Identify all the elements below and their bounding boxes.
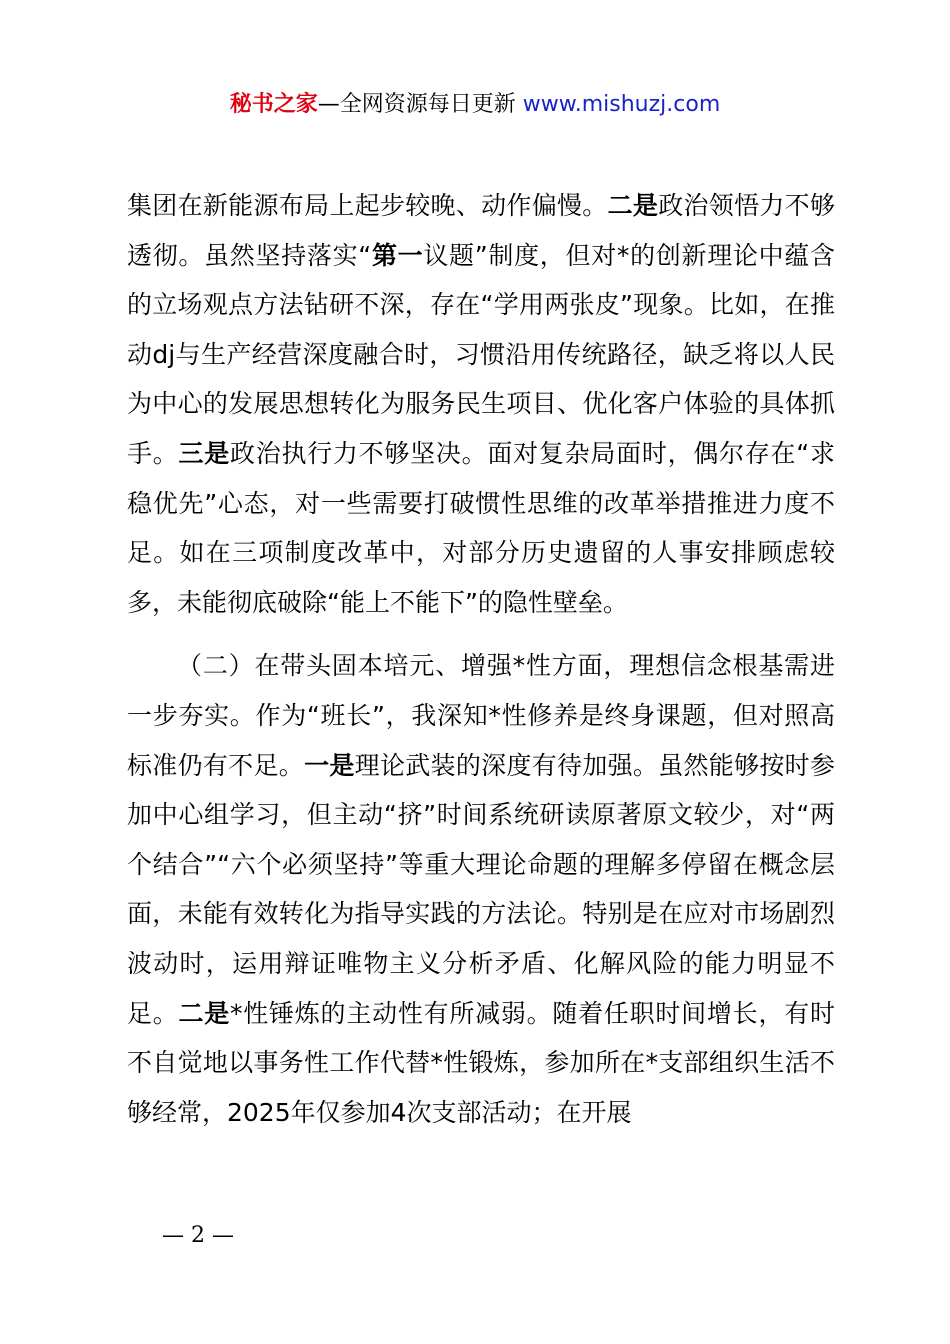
page-header (0, 88, 950, 122)
header-brand: 秘书之家 (229, 92, 318, 117)
text-span: （二）在带头固本培元、增强*性方面，理想信念根基需进一步夯实。作为“班长”，我深知*性修养是终身课题，但对照高标准仍有不足。 (127, 651, 835, 780)
bold-marker: 二是 (178, 998, 231, 1028)
text-span: 政治领悟力不够透彻。虽然坚持落实“ (127, 191, 835, 270)
text-span: 集团在新能源布局上起步较晚、动作偏慢。 (127, 191, 608, 220)
bold-marker: 二是 (607, 191, 659, 220)
bold-marker: 一是 (304, 750, 355, 780)
text-span: 议题”制度，但对*的创新理论中蕴含的立场观点方法钻研不深，存在“学用两张皮”现象。比如，在推动dj与生产经营深度融合时，习惯沿用传统路径，缺乏将以人民为中心的发展思想转化为服务民生项目、优化客户体验的具体抓手。 (127, 240, 835, 468)
bold-marker: 三是 (178, 438, 230, 468)
text-span: 理论武装的深度有待加强。虽然能够按时参加中心组学习，但主动“挤”时间系统研读原著原文较少，对“两个结合”“六个必须坚持”等重大理论命题的理解多停留在概念层面，未能有效转化为指导实践的方法论。特别是在应对市场剧烈波动时，运用辩证唯物主义分析矛盾、化解风险的能力明显不足。 (127, 750, 835, 1028)
document-body (127, 181, 835, 1137)
header-url-link[interactable]: www.mishuzj.com (522, 92, 721, 117)
text-span: 政治执行力不够坚决。面对复杂局面时，偶尔存在“求稳优先”心态，对一些需要打破惯性思维的改革举措推进力度不足。如在三项制度改革中，对部分历史遗留的人事安排顾虑较多，未能彻底破除“能上不能下”的隐性壁垒。 (127, 438, 835, 617)
paragraph-1 (127, 181, 835, 627)
paragraph-2 (127, 641, 835, 1137)
page-number: — 2 — (162, 1223, 234, 1248)
bold-marker: 第一 (371, 240, 424, 270)
text-span: *性锤炼的主动性有所减弱。随着任职时间增长，有时不自觉地以事务性工作代替*性锻炼，参加所在*支部组织生活不够经常，2025年仅参加4次支部活动；在开展 (127, 998, 835, 1127)
header-tagline: —全网资源每日更新 (317, 92, 523, 117)
